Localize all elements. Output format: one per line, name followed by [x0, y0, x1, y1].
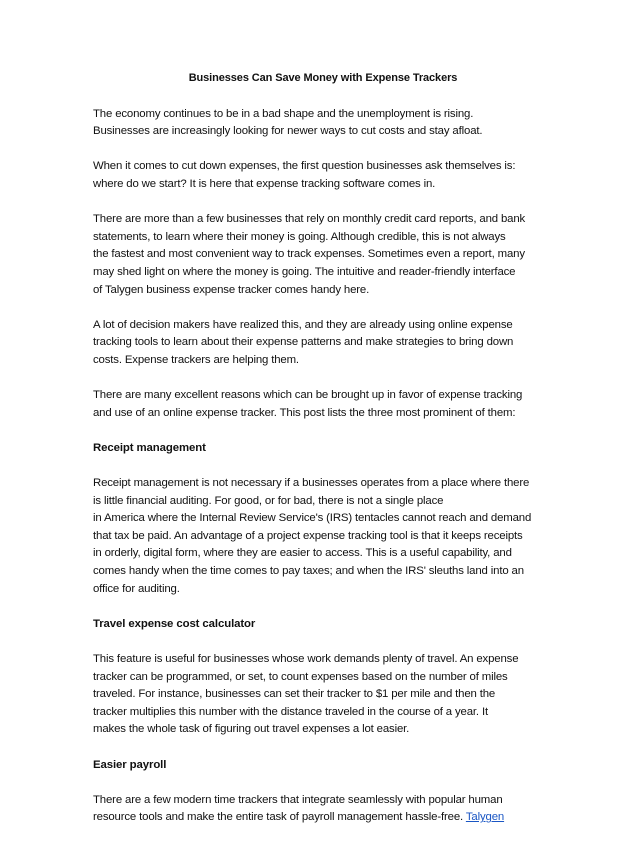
paragraph [93, 211, 553, 299]
paragraph-line [93, 510, 553, 528]
section-heading: Travel expense cost calculator [93, 617, 256, 630]
paragraph-line [93, 545, 553, 563]
paragraph [93, 792, 553, 827]
paragraph [93, 475, 553, 598]
paragraph-line-text: the fastest and most convenient way to track expenses. Sometimes even a report, many [93, 248, 525, 261]
section-heading: Receipt management [93, 441, 206, 454]
paragraph-line-text: There are more than a few businesses that rely on monthly credit card reports, and bank [93, 213, 526, 226]
paragraph-line [93, 246, 553, 264]
paragraph-line [93, 809, 553, 827]
document-title: Businesses Can Save Money with Expense Trackers [188, 72, 458, 84]
section-heading: Easier payroll [93, 758, 167, 771]
paragraph-line-text: and use of an online expense tracker. This post lists the three most prominent of them: [93, 406, 516, 419]
paragraph-line [93, 264, 553, 282]
paragraph-line-text: costs. Expense trackers are helping them. [93, 353, 299, 366]
paragraph-line [93, 317, 553, 335]
paragraph-line [93, 669, 553, 687]
document-page [93, 70, 553, 845]
paragraph-line-text: tracker can be programmed, or set, to count expenses based on the number of miles [93, 670, 508, 683]
paragraph-line [93, 158, 553, 176]
paragraph-line-text: that tax be paid. An advantage of a project expense tracking tool is that it keeps receipts [93, 529, 523, 542]
paragraph-line [93, 563, 553, 581]
paragraph-line [93, 211, 553, 229]
paragraph-line [93, 721, 553, 739]
paragraph-line-text: of Talygen business expense tracker comes handy here. [93, 283, 370, 296]
paragraph-line-text: traveled. For instance, businesses can set their tracker to $1 per mile and then the [93, 688, 496, 701]
paragraph-line [93, 352, 553, 370]
paragraph-line-text: When it comes to cut down expenses, the first question businesses ask themselves is: [93, 160, 516, 173]
paragraph-line [93, 106, 553, 124]
paragraph-line [93, 704, 553, 722]
paragraph-line [93, 123, 553, 141]
paragraph-line-text: resource tools and make the entire task of payroll management hassle-free. [93, 811, 464, 824]
paragraph-line-text: is little financial auditing. For good, or for bad, there is not a single place [93, 494, 444, 507]
paragraph-line [93, 493, 553, 511]
paragraph-line [93, 229, 553, 247]
paragraph-line-text: in orderly, digital form, where they are easier to access. This is a useful capability, and [93, 547, 512, 560]
paragraph-line [93, 528, 553, 546]
paragraph-line [93, 176, 553, 194]
paragraph-line [93, 387, 553, 405]
paragraph-line-text: statements, to learn where their money is going. Although credible, this is not always [93, 230, 506, 243]
paragraph-line [93, 581, 553, 599]
paragraph-line [93, 686, 553, 704]
paragraph-line-text: in America where the Internal Review Service's (IRS) tentacles cannot reach and demand [93, 512, 532, 525]
paragraph [93, 158, 553, 193]
paragraph [93, 106, 553, 141]
paragraph-line [93, 334, 553, 352]
paragraph-line-text: may shed light on where the money is going. The intuitive and reader-friendly interface [93, 265, 516, 278]
paragraph-line [93, 792, 553, 810]
paragraph-line-text: where do we start? It is here that expense tracking software comes in. [93, 177, 436, 190]
talygen-link[interactable]: Talygen [465, 811, 505, 824]
paragraph-line-text: There are a few modern time trackers that integrate seamlessly with popular human [93, 793, 503, 806]
paragraph-line-text: comes handy when the time comes to pay taxes; and when the IRS' sleuths land into an [93, 565, 524, 578]
paragraph-line-text: This feature is useful for businesses whose work demands plenty of travel. An expense [93, 653, 519, 665]
paragraph-line-text: The economy continues to be in a bad shape and the unemployment is rising. [93, 107, 474, 120]
paragraph-line [93, 475, 553, 493]
paragraph-line [93, 651, 553, 669]
paragraph-line [93, 282, 553, 300]
paragraph-line-text: Businesses are increasingly looking for newer ways to cut costs and stay afloat. [93, 125, 483, 138]
paragraph-line-text: office for auditing. [93, 582, 180, 595]
paragraph-line-text: makes the whole task of figuring out travel expenses a lot easier. [93, 723, 410, 736]
paragraph-line-text: A lot of decision makers have realized this, and they are already using online expense [93, 318, 513, 331]
paragraph [93, 317, 553, 370]
paragraph [93, 387, 553, 422]
paragraph-line-text: Receipt management is not necessary if a businesses operates from a place where there [93, 477, 530, 490]
paragraph [93, 651, 553, 739]
paragraph-line [93, 405, 553, 423]
paragraph-line-text: tracking tools to learn about their expense patterns and make strategies to bring down [93, 336, 514, 349]
document-body [93, 106, 553, 827]
paragraph-line-text: tracker multiplies this number with the distance traveled in the course of a year. It [93, 705, 488, 718]
paragraph-line-text: There are many excellent reasons which can be brought up in favor of expense tracking [93, 389, 523, 402]
